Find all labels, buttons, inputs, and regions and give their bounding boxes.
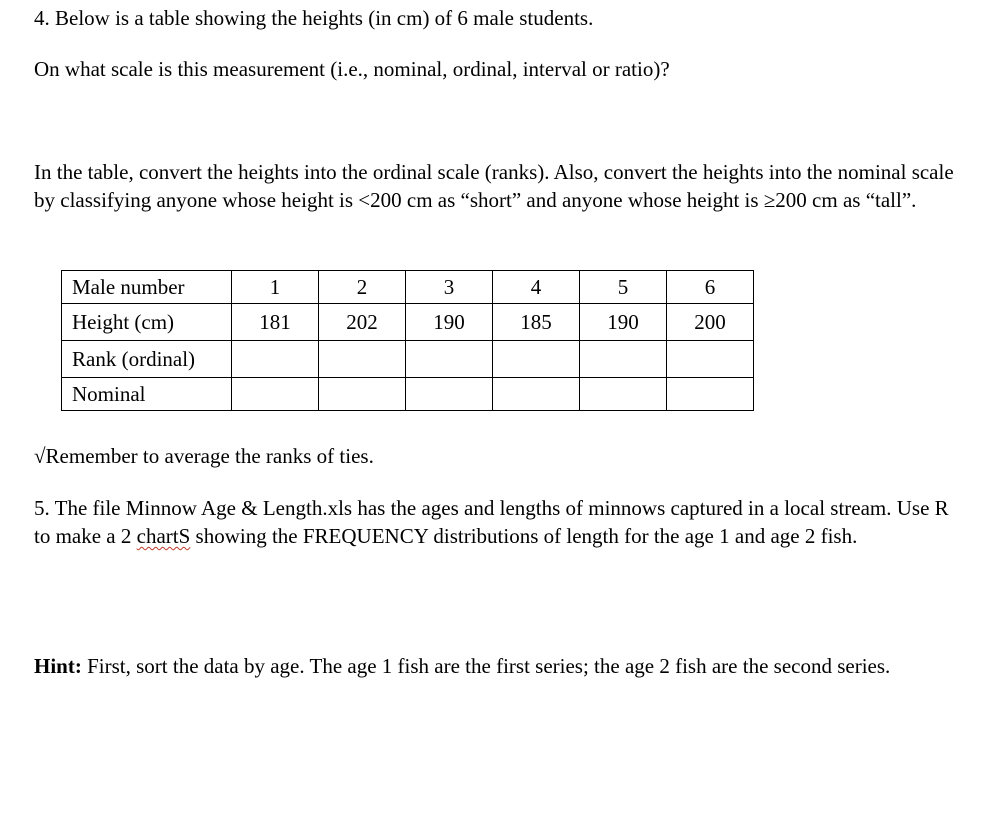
height-cell: 200 [667,304,754,341]
male-number-cell: 5 [580,271,667,304]
male-number-cell: 2 [319,271,406,304]
question-5-text-after: showing the FREQUENCY distributions of length for the age 1 and age 2 fish. [190,524,858,548]
convert-instruction: In the table, convert the heights into the ordinal scale (ranks). Also, convert the heights into the nominal scale by classifying anyone whose height is <200 cm as “short” and anyone whose height is ≥200 cm as “tall”. [34,160,954,212]
row-label-male-number: Male number [62,271,232,304]
row-label-rank: Rank (ordinal) [62,341,232,378]
table-row-rank [62,341,754,378]
rank-cell[interactable] [406,341,493,378]
question-4-intro: 4. Below is a table showing the heights (in cm) of 6 male students. [34,6,594,30]
hint-text: First, sort the data by age. The age 1 fish are the first series; the age 2 fish are the second series. [81,654,891,678]
height-cell: 190 [580,304,667,341]
checkmark-bullet-icon: √ [34,444,46,468]
male-number-cell: 3 [406,271,493,304]
height-cell: 185 [493,304,580,341]
table-row-male-number [62,271,754,304]
question-5-text-before: 5. The file Minnow Age & Length.xls has the ages and lengths of minnows captured in a local stream. Use R to make a 2 [34,496,949,548]
nominal-cell[interactable] [580,378,667,411]
male-number-cell: 6 [667,271,754,304]
rank-cell[interactable] [232,341,319,378]
hint-paragraph [34,652,964,680]
nominal-cell[interactable] [667,378,754,411]
reminder-text: Remember to average the ranks of ties. [45,444,374,468]
row-label-nominal: Nominal [62,378,232,411]
rank-cell[interactable] [580,341,667,378]
height-cell: 202 [319,304,406,341]
nominal-cell[interactable] [232,378,319,411]
heights-table [61,270,754,411]
male-number-cell: 4 [493,271,580,304]
table-row-height [62,304,754,341]
height-cell: 181 [232,304,319,341]
scale-question: On what scale is this measurement (i.e., nominal, ordinal, interval or ratio)? [34,57,670,81]
spellcheck-flagged-word: chartS [136,524,191,548]
reminder-note [34,442,374,470]
rank-cell[interactable] [319,341,406,378]
table-row-nominal [62,378,754,411]
hint-label: Hint: [34,654,82,678]
question-5 [34,494,964,550]
row-label-height: Height (cm) [62,304,232,341]
nominal-cell[interactable] [493,378,580,411]
rank-cell[interactable] [667,341,754,378]
height-cell: 190 [406,304,493,341]
nominal-cell[interactable] [319,378,406,411]
rank-cell[interactable] [493,341,580,378]
nominal-cell[interactable] [406,378,493,411]
male-number-cell: 1 [232,271,319,304]
